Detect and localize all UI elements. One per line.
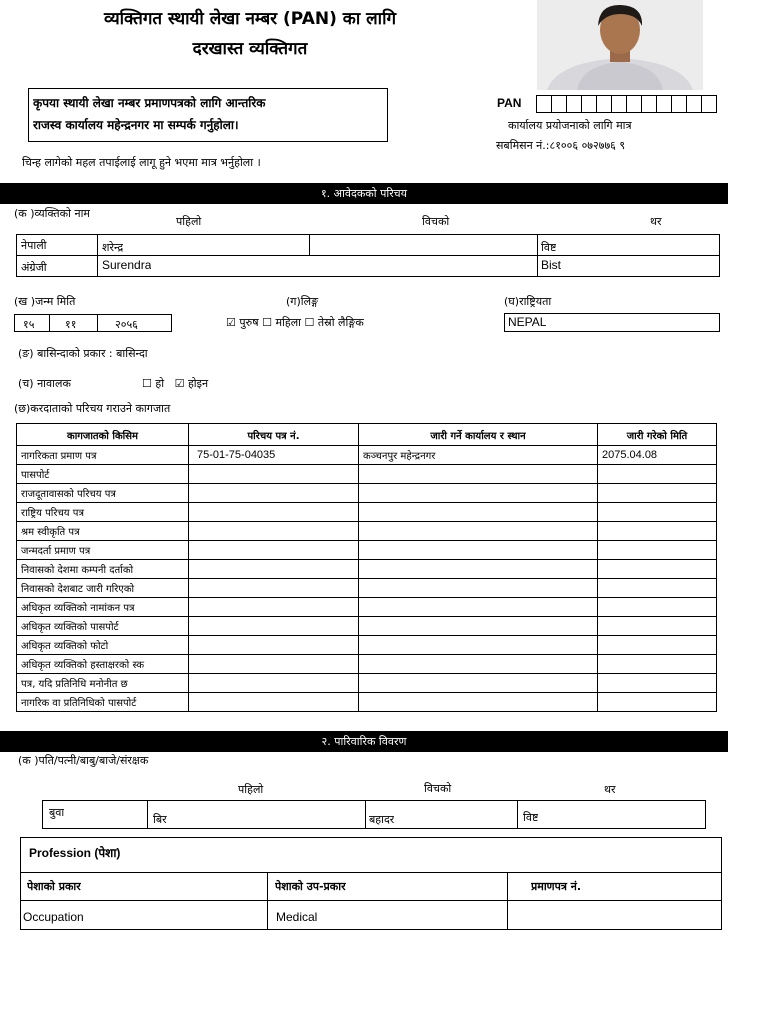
doc-date-cell (598, 560, 717, 579)
pan-digit-box (596, 95, 611, 113)
residence-type: (ङ) बासिन्दाको प्रकार : बासिन्दा (18, 347, 148, 360)
profession-box (20, 837, 722, 930)
nepali-row-label: नेपाली (21, 239, 47, 252)
doc-date-cell (598, 636, 717, 655)
nationality-value: NEPAL (508, 315, 547, 329)
table-row (17, 465, 717, 484)
documents-col-id-number: परिचय पत्र नं. (189, 424, 359, 446)
pan-label: PAN (497, 96, 522, 110)
english-first-name: Surendra (102, 258, 152, 272)
table-row (17, 446, 717, 465)
gender-options (226, 317, 364, 330)
pan-digit-box (581, 95, 596, 113)
doc-id-cell (189, 484, 359, 503)
doc-id-cell (189, 560, 359, 579)
profession-subtype-header: पेशाको उप-प्रकार (275, 880, 346, 893)
grid-divider (21, 872, 721, 873)
doc-office-cell (359, 541, 598, 560)
doc-date-cell (598, 693, 717, 712)
grid-divider (537, 235, 538, 276)
submission-number: सबमिसन नं.:८१००६ ०७२७७६ ९ (496, 139, 626, 152)
grid-divider (365, 801, 366, 828)
applicant-photo (537, 0, 703, 90)
profession-type-header: पेशाको प्रकार (27, 880, 81, 893)
table-row (17, 560, 717, 579)
person-photo-icon (537, 0, 703, 90)
table-row (17, 503, 717, 522)
doc-date-cell (598, 522, 717, 541)
pan-number-boxes (536, 95, 717, 113)
grid-divider (97, 315, 98, 331)
doc-type-cell: पासपोर्ट (17, 465, 189, 484)
grid-divider (17, 255, 719, 256)
notice-line1: कृपया स्थायी लेखा नम्बर प्रमाणपत्रको लागि आन्तरिक (33, 96, 266, 110)
s2-col-last-label: थर (604, 783, 616, 796)
doc-date-cell (598, 598, 717, 617)
minor-yes-checkbox[interactable]: ☐ (142, 377, 152, 390)
doc-id-cell (189, 465, 359, 484)
table-row (17, 693, 717, 712)
doc-office-cell (359, 465, 598, 484)
dob-field (14, 314, 172, 332)
table-row (17, 636, 717, 655)
grid-divider (309, 235, 310, 255)
doc-id-cell (189, 503, 359, 522)
documents-col-type: कागजातको किसिम (17, 424, 189, 446)
nepali-first-name: शरेन्द्र (102, 241, 124, 254)
dob-month: ११ (65, 318, 77, 331)
relation-label: (क )पति/पत्नी/बाबु/बाजे/संरक्षक (18, 754, 149, 767)
profession-subtype-value: Medical (276, 910, 318, 924)
gender-female-checkbox[interactable]: ☐ (262, 316, 272, 329)
father-first-name: बिर (153, 813, 167, 826)
instruction-text: चिन्ह लागेको महल तपाईलाई लागू हुने भएमा मात्र भर्नुहोला । (22, 156, 261, 169)
pan-digit-box (641, 95, 656, 113)
certificate-number-header: प्रमाणपत्र नं. (531, 880, 582, 893)
doc-type-cell: पत्र, यदि प्रतिनिधि मनोनीत छ (17, 674, 189, 693)
table-row (17, 598, 717, 617)
doc-type-cell: नागरिकता प्रमाण पत्र (17, 446, 189, 465)
s2-col-first-label: पहिलो (238, 783, 264, 796)
documents-col-issue-date: जारी गरेको मिति (598, 424, 717, 446)
table-row (17, 617, 717, 636)
table-row (17, 484, 717, 503)
doc-office-cell (359, 503, 598, 522)
doc-id-cell (189, 693, 359, 712)
grid-divider (147, 801, 148, 828)
table-row (17, 541, 717, 560)
doc-office-cell (359, 579, 598, 598)
doc-date-cell (598, 465, 717, 484)
nationality-field (504, 313, 720, 332)
section2-header: २. पारिवारिक विवरण (0, 731, 728, 752)
nepali-last-name: विष्ट (541, 241, 557, 254)
doc-office-cell (359, 636, 598, 655)
section1-header: १. आवेदकको परिचय (0, 183, 728, 204)
minor-label: (च) नावालक (18, 377, 71, 390)
doc-type-cell: अधिकृत व्यक्तिको हस्ताक्षरको स्क (17, 655, 189, 674)
dob-label: (ख )जन्म मिति (14, 295, 76, 308)
grid-divider (97, 235, 98, 276)
table-row (17, 655, 717, 674)
english-row-label: अंग्रेजी (21, 261, 47, 274)
doc-type-cell: निवासको देशमा कम्पनी दर्ताको (17, 560, 189, 579)
notice-line2: राजस्व कार्यालय महेन्द्रनगर मा सम्पर्क गर्नुहोला। (33, 118, 239, 132)
doc-office-cell (359, 522, 598, 541)
doc-type-cell: जन्मदर्ता प्रमाण पत्र (17, 541, 189, 560)
doc-office-cell: कञ्चनपुर महेन्द्रनगर (359, 446, 598, 465)
grid-divider (517, 801, 518, 828)
doc-type-cell: निवासको देशबाट जारी गरिएको (17, 579, 189, 598)
pan-digit-box (701, 95, 717, 113)
s2-col-middle-label: विचको (424, 782, 452, 795)
relation-grid (42, 800, 706, 829)
doc-id-cell (189, 617, 359, 636)
doc-type-cell: राष्ट्रिय परिचय पत्र (17, 503, 189, 522)
gender-label: (ग)लिङ्ग (286, 295, 319, 308)
doc-id-cell (189, 579, 359, 598)
doc-office-cell (359, 617, 598, 636)
pan-digit-box (566, 95, 581, 113)
dob-year: २०५६ (115, 318, 138, 331)
doc-type-cell: नागरिक वा प्रतिनिधिको पासपोर्ट (17, 693, 189, 712)
minor-options (142, 378, 208, 391)
doc-id-cell (189, 541, 359, 560)
doc-type-cell: अधिकृत व्यक्तिको पासपोर्ट (17, 617, 189, 636)
documents-header-row (17, 424, 717, 446)
doc-id-cell (189, 674, 359, 693)
doc-office-cell (359, 598, 598, 617)
minor-no-checkbox[interactable]: ☑ (174, 377, 185, 390)
notice-box (28, 88, 388, 142)
name-grid (16, 234, 720, 277)
table-row (17, 522, 717, 541)
grid-divider (21, 900, 721, 901)
doc-id-cell (189, 598, 359, 617)
pan-digit-box (611, 95, 626, 113)
doc-office-cell (359, 655, 598, 674)
office-use-label: कार्यालय प्रयोजनाको लागि मात्र (508, 119, 632, 132)
form-title-line2: दरखास्त व्यक्तिगत (192, 39, 308, 59)
doc-office-cell (359, 693, 598, 712)
doc-id-cell (189, 636, 359, 655)
doc-date-cell (598, 674, 717, 693)
gender-male-label: पुरुष (239, 316, 259, 329)
documents-label: (छ)करदाताको परिचय गराउने कागजात (14, 402, 171, 415)
col-first-label: पहिलो (176, 215, 202, 228)
doc-date-cell (598, 579, 717, 598)
doc-date-cell (598, 617, 717, 636)
english-last-name: Bist (541, 258, 562, 272)
doc-date-cell (598, 484, 717, 503)
col-last-label: थर (650, 215, 662, 228)
name-label: (क )व्यक्तिको नाम (14, 207, 91, 220)
grid-divider (507, 872, 508, 929)
doc-id-cell (189, 522, 359, 541)
father-last-name: विष्ट (523, 811, 539, 824)
gender-third-label: तेस्रो लैङ्गिक (317, 316, 364, 329)
father-label: बुवा (49, 806, 65, 819)
doc-id-cell (189, 655, 359, 674)
gender-male-checkbox[interactable]: ☑ (226, 316, 236, 329)
col-middle-label: विचको (422, 215, 450, 228)
nationality-label: (घ)राष्ट्रियता (504, 295, 552, 308)
pan-digit-box (536, 95, 551, 113)
doc-id-cell: 75-01-75-04035 (189, 446, 359, 465)
father-middle-name: बहादर (369, 813, 395, 826)
doc-date-cell: 2075.04.08 (598, 446, 717, 465)
documents-col-issuing-office: जारी गर्ने कार्यालय र स्थान (359, 424, 598, 446)
profession-title: Profession (पेशा) (29, 846, 121, 860)
pan-digit-box (626, 95, 641, 113)
gender-female-label: महिला (275, 316, 302, 329)
doc-type-cell: अधिकृत व्यक्तिको फोटो (17, 636, 189, 655)
pan-digit-box (656, 95, 671, 113)
doc-date-cell (598, 503, 717, 522)
pan-digit-box (671, 95, 686, 113)
grid-divider (267, 872, 268, 929)
doc-office-cell (359, 484, 598, 503)
doc-type-cell: राजदूतावासको परिचय पत्र (17, 484, 189, 503)
doc-office-cell (359, 674, 598, 693)
minor-yes-label: हो (155, 377, 165, 390)
documents-table (16, 423, 717, 712)
pan-digit-box (686, 95, 701, 113)
form-title-line1: व्यक्तिगत स्थायी लेखा नम्बर (PAN) का लागि (103, 9, 397, 29)
doc-date-cell (598, 655, 717, 674)
table-row (17, 579, 717, 598)
dob-day: १५ (23, 318, 35, 331)
doc-type-cell: श्रम स्वीकृति पत्र (17, 522, 189, 541)
pan-digit-box (551, 95, 566, 113)
doc-office-cell (359, 560, 598, 579)
grid-divider (49, 315, 50, 331)
minor-no-label: होइन (187, 377, 209, 390)
profession-type-value: Occupation (23, 910, 84, 924)
doc-date-cell (598, 541, 717, 560)
gender-third-checkbox[interactable]: ☐ (304, 316, 315, 329)
table-row (17, 674, 717, 693)
doc-type-cell: अधिकृत व्यक्तिको नामांकन पत्र (17, 598, 189, 617)
